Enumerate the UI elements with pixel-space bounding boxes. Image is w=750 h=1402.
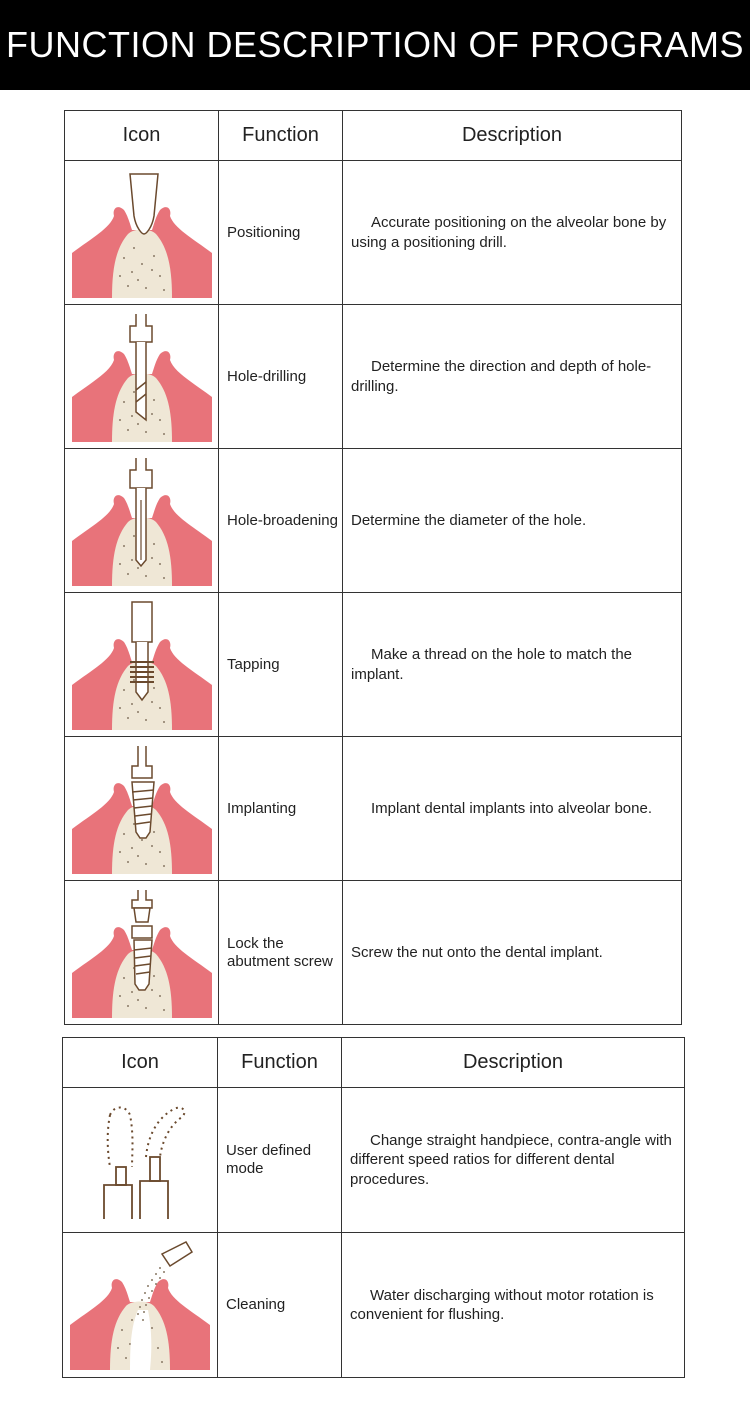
implanting-icon [65, 737, 219, 881]
header-description: Description [343, 111, 682, 161]
description-text: Make a thread on the hole to match the implant. [343, 593, 682, 737]
function-label: User defined mode [218, 1088, 342, 1233]
description-text: Screw the nut onto the dental implant. [343, 881, 682, 1025]
abutment-screw-icon [65, 881, 219, 1025]
description-text: Accurate positioning on the alveolar bone by using a positioning drill. [343, 161, 682, 305]
header-icon: Icon [63, 1038, 218, 1088]
function-label: Hole-broadening [219, 449, 343, 593]
header-icon: Icon [65, 111, 219, 161]
table-row [65, 593, 682, 737]
table-row [65, 305, 682, 449]
function-label: Cleaning [218, 1233, 342, 1378]
page-banner [0, 0, 750, 90]
table-row [65, 449, 682, 593]
table-row [63, 1088, 685, 1233]
function-label: Implanting [219, 737, 343, 881]
table-row [65, 737, 682, 881]
positioning-drill-icon [65, 161, 219, 305]
tapping-icon [65, 593, 219, 737]
function-label: Positioning [219, 161, 343, 305]
programs-table-2 [62, 1037, 685, 1378]
description-text: Implant dental implants into alveolar bone. [343, 737, 682, 881]
cleaning-icon [63, 1233, 218, 1378]
header-function: Function [218, 1038, 342, 1088]
function-label: Tapping [219, 593, 343, 737]
hole-drilling-icon [65, 305, 219, 449]
table-row [65, 161, 682, 305]
header-description: Description [342, 1038, 685, 1088]
function-label: Hole-drilling [219, 305, 343, 449]
description-text: Determine the direction and depth of hole-drilling. [343, 305, 682, 449]
header-function: Function [219, 111, 343, 161]
description-text: Change straight handpiece, contra-angle with different speed ratios for different dental procedures. [342, 1088, 685, 1233]
function-label: Lock the abutment screw [219, 881, 343, 1025]
description-text: Determine the diameter of the hole. [343, 449, 682, 593]
description-text: Water discharging without motor rotation is convenient for flushing. [342, 1233, 685, 1378]
table-row [63, 1233, 685, 1378]
page-title: FUNCTION DESCRIPTION OF PROGRAMS [5, 24, 745, 65]
hole-broadening-icon [65, 449, 219, 593]
table-row [65, 881, 682, 1025]
programs-table-1 [64, 110, 682, 1025]
handpiece-icon [63, 1088, 218, 1233]
